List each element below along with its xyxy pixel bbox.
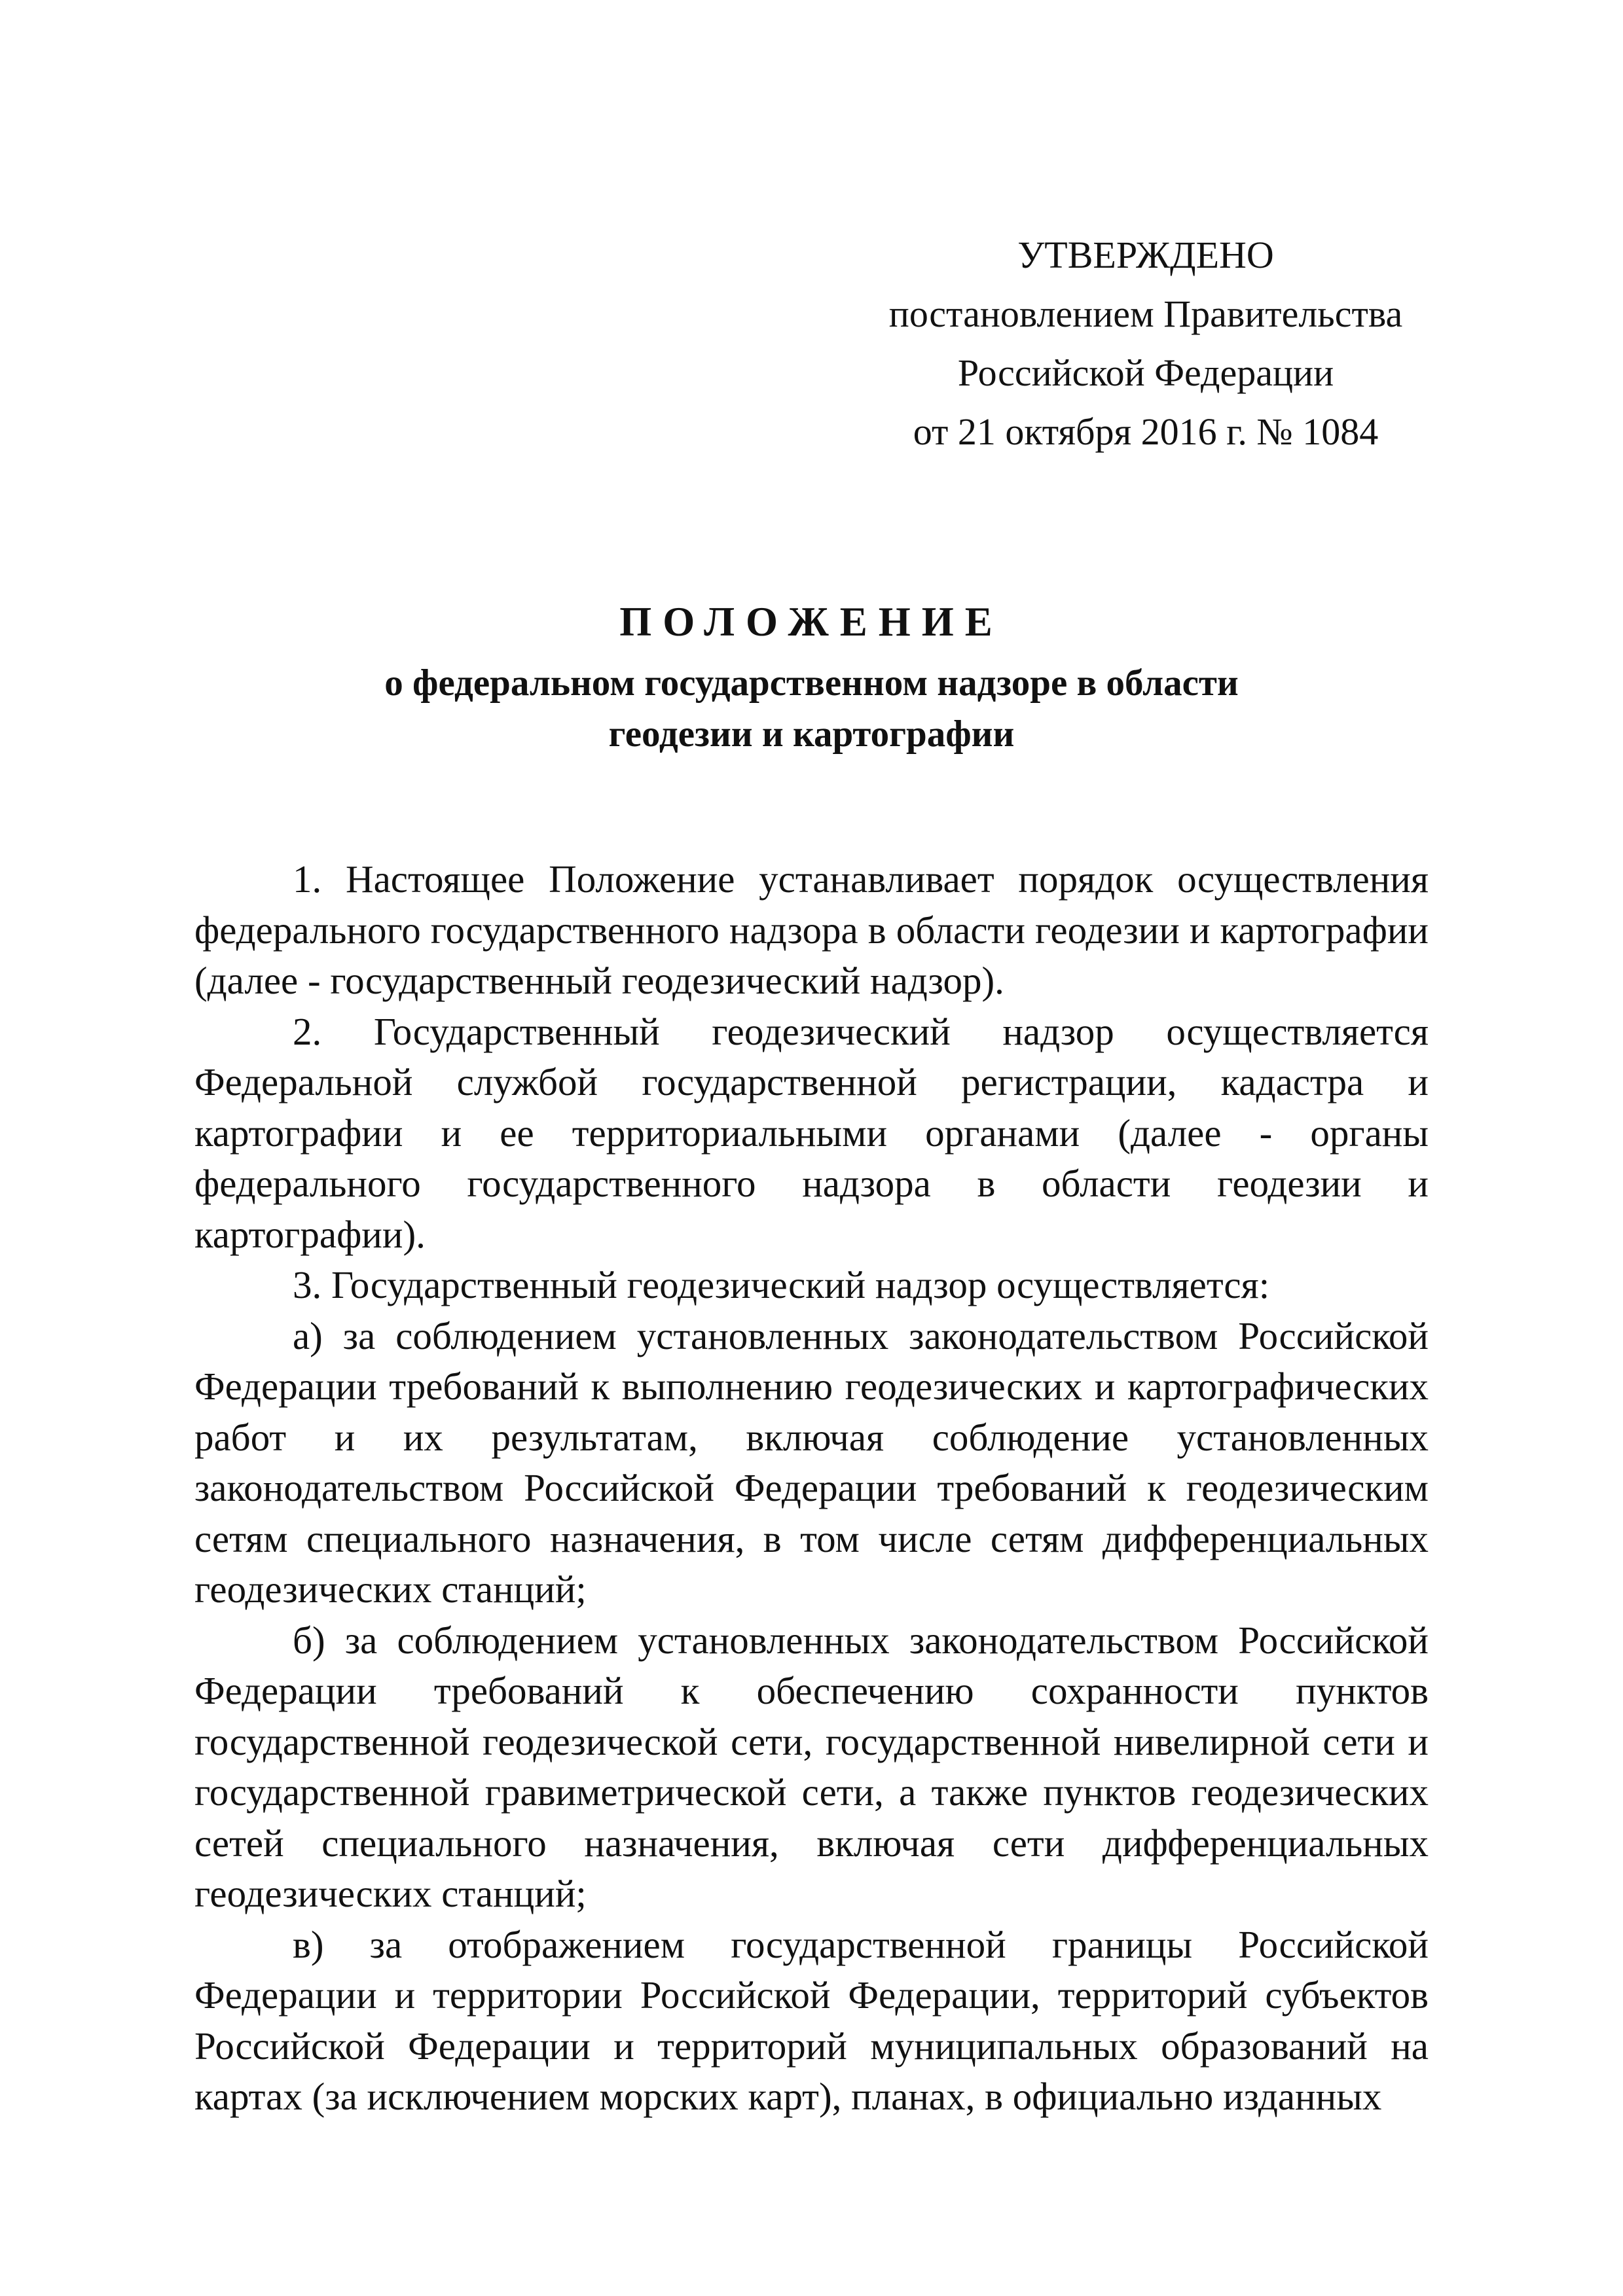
paragraph-text: Государственный геодезический надзор осуществляется:	[331, 1263, 1270, 1306]
approval-decree-line: постановлением Правительства	[888, 293, 1403, 335]
document-title: ПОЛОЖЕНИЕ	[619, 599, 1004, 645]
paragraph-1	[194, 854, 1429, 1007]
paragraph-text: за соблюдением установленных законодательством Российской Федерации требований к обеспечению сохранности пунктов государственной геодезической сети, государственной нивелирной сети и государственной гравиметрической сети, а также пунктов геодезических сетей специального назначения, включая сети дифференциальных геодезических станций;	[194, 1618, 1429, 1915]
paragraph-number: в)	[293, 1922, 324, 1966]
paragraph-3c	[194, 1920, 1429, 2123]
paragraph-number: б)	[293, 1618, 325, 1662]
paragraph-number: а)	[293, 1314, 323, 1357]
paragraph-text: Государственный геодезический надзор осуществляется Федеральной службой государственной регистрации, кадастра и картографии и ее территориальными органами (далее - органы федерального государственного надзора в области геодезии и картографии).	[194, 1009, 1429, 1256]
paragraph-text: за соблюдением установленных законодательством Российской Федерации требований к выполнению геодезических и картографических работ и их результатам, включая соблюдение установленных законодательством Российской Федерации требований к геодезическим сетям специального назначения, в том числе сетям дифференциальных геодезических станций;	[194, 1314, 1429, 1611]
paragraph-text: Настоящее Положение устанавливает порядок осуществления федерального государственного надзора в области геодезии и картографии (далее - государственный геодезический надзор).	[194, 857, 1429, 1002]
approval-date-number: от 21 октября 2016 г. № 1084	[913, 410, 1379, 453]
subtitle-line-1: о федеральном государственном надзоре в области	[384, 662, 1239, 704]
paragraph-3b	[194, 1615, 1429, 1920]
paragraph-number: 3.	[293, 1263, 322, 1306]
paragraph-number: 2.	[293, 1009, 322, 1053]
approval-heading: УТВЕРЖДЕНО	[1017, 234, 1274, 276]
approval-block	[818, 226, 1473, 461]
paragraph-3	[194, 1260, 1429, 1311]
paragraph-text: за отображением государственной границы Российской Федерации и территории Российской Федерации, территорий субъектов Российской Федерации и территорий муниципальных образований на картах (за исключением морских карт), планах, в официально изданных	[194, 1922, 1429, 2118]
document-body	[194, 854, 1429, 2123]
paragraph-3a	[194, 1311, 1429, 1615]
paragraph-number: 1.	[293, 857, 322, 901]
approval-country-line: Российской Федерации	[957, 351, 1334, 394]
paragraph-2	[194, 1007, 1429, 1261]
document-subtitle	[0, 658, 1623, 760]
subtitle-line-2: геодезии и картографии	[608, 713, 1015, 755]
